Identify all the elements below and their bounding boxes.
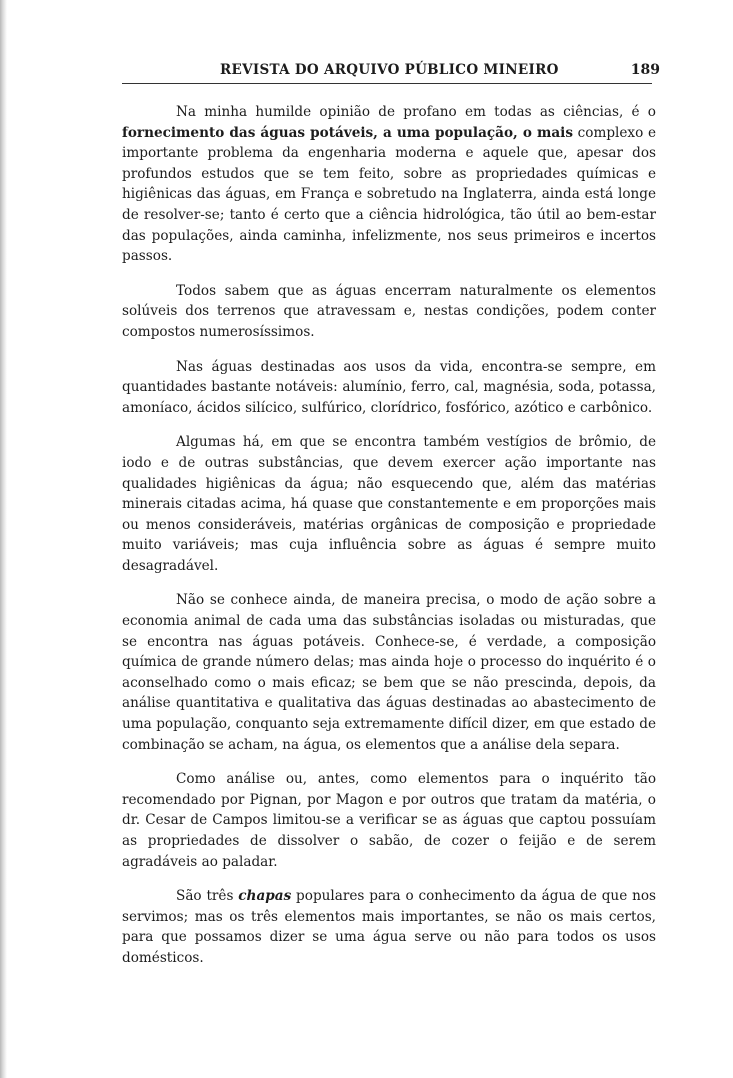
body-text xyxy=(122,102,656,983)
paragraph-1 xyxy=(122,102,656,267)
paragraph-7-italic-word: chapas xyxy=(238,888,292,905)
page-number: 189 xyxy=(630,62,660,78)
paragraph-7-text-start: São três xyxy=(176,888,239,905)
paragraph-5: Não se conhece ainda, de maneira precisa, o modo de ação sobre a economia animal de cada uma das substâncias isoladas ou misturadas, que se encontra nas águas potáveis. Conhece-se, é verdade, a composição química de grande número delas; mas ainda hoje o processo do inquérito é o aconselhado como o mais eficaz; se bem que se não prescinda, depois, da análise quantitativa e qualitativa das águas destinadas ao abastecimento de uma população, conquanto seja extremamente difícil dizer, em que estado de combinação se acham, na água, os elementos que a análise dela separa. xyxy=(122,592,656,753)
journal-title: REVISTA DO ARQUIVO PÚBLICO MINEIRO xyxy=(220,62,559,78)
paragraph-3: Nas águas destinadas aos usos da vida, encontra-se sempre, em quantidades bastante notáveis: alumínio, ferro, cal, magnésia, soda, potassa, amoníaco, ácidos silícico, sulfúrico, clorídrico, fosfórico, azótico e carbônico. xyxy=(122,358,656,416)
paragraph-6: Como análise ou, antes, como elementos para o inquérito tão recomendado por Pignan, por Magon e por outros que tratam da matéria, o dr. Cesar de Campos limitou-se a verificar se as águas que captou possuíam as propriedades de dissolver o sabão, de cozer o feijão e de serem agradáveis ao paladar. xyxy=(122,771,656,870)
paragraph-7-text-end: populares para o conhecimento da água de que nos servimos; mas os três elementos mais importantes, se não os mais certos, para que possamos dizer se uma água serve ou não para todos os usos domésticos. xyxy=(122,888,656,966)
paragraph-1-text-start: Na minha humilde opinião de profano em todas as ciências, é o xyxy=(176,104,656,120)
paragraph-2: Todos sabem que as águas encerram naturalmente os elementos solúveis dos terrenos que atravessam e, nestas condições, podem conter compostos numerosíssimos. xyxy=(122,282,656,340)
header-rule xyxy=(122,83,652,84)
page-edge-shadow xyxy=(0,0,7,1078)
running-header xyxy=(122,62,660,88)
paragraph-1-text-end: complexo e importante problema da engenharia moderna e aquele que, apesar dos profundos estudos que se tem feito, sobre as propriedades químicas e higiênicas das águas, em França e sobretudo na Inglaterra, ainda está longe de resolver-se; tanto é certo que a ciência hidrológica, tão útil ao bem-estar das populações, ainda caminha, infelizmente, nos seus primeiros e incertos passos. xyxy=(122,124,656,265)
paragraph-7 xyxy=(122,886,656,968)
paragraph-1-bold-phrase: fornecimento das águas potáveis, a uma população, o mais xyxy=(122,124,573,141)
paragraph-4: Algumas há, em que se encontra também vestígios de brômio, de iodo e de outras substâncias, que devem exercer ação importante nas qualidades higiênicas da água; não esquecendo que, além das matérias minerais citadas acima, há quase que constantemente e em proporções mais ou menos consideráveis, matérias orgânicas de composição e propriedade muito variáveis; mas cuja influência sobre as águas é sempre muito desagradável. xyxy=(122,434,656,574)
